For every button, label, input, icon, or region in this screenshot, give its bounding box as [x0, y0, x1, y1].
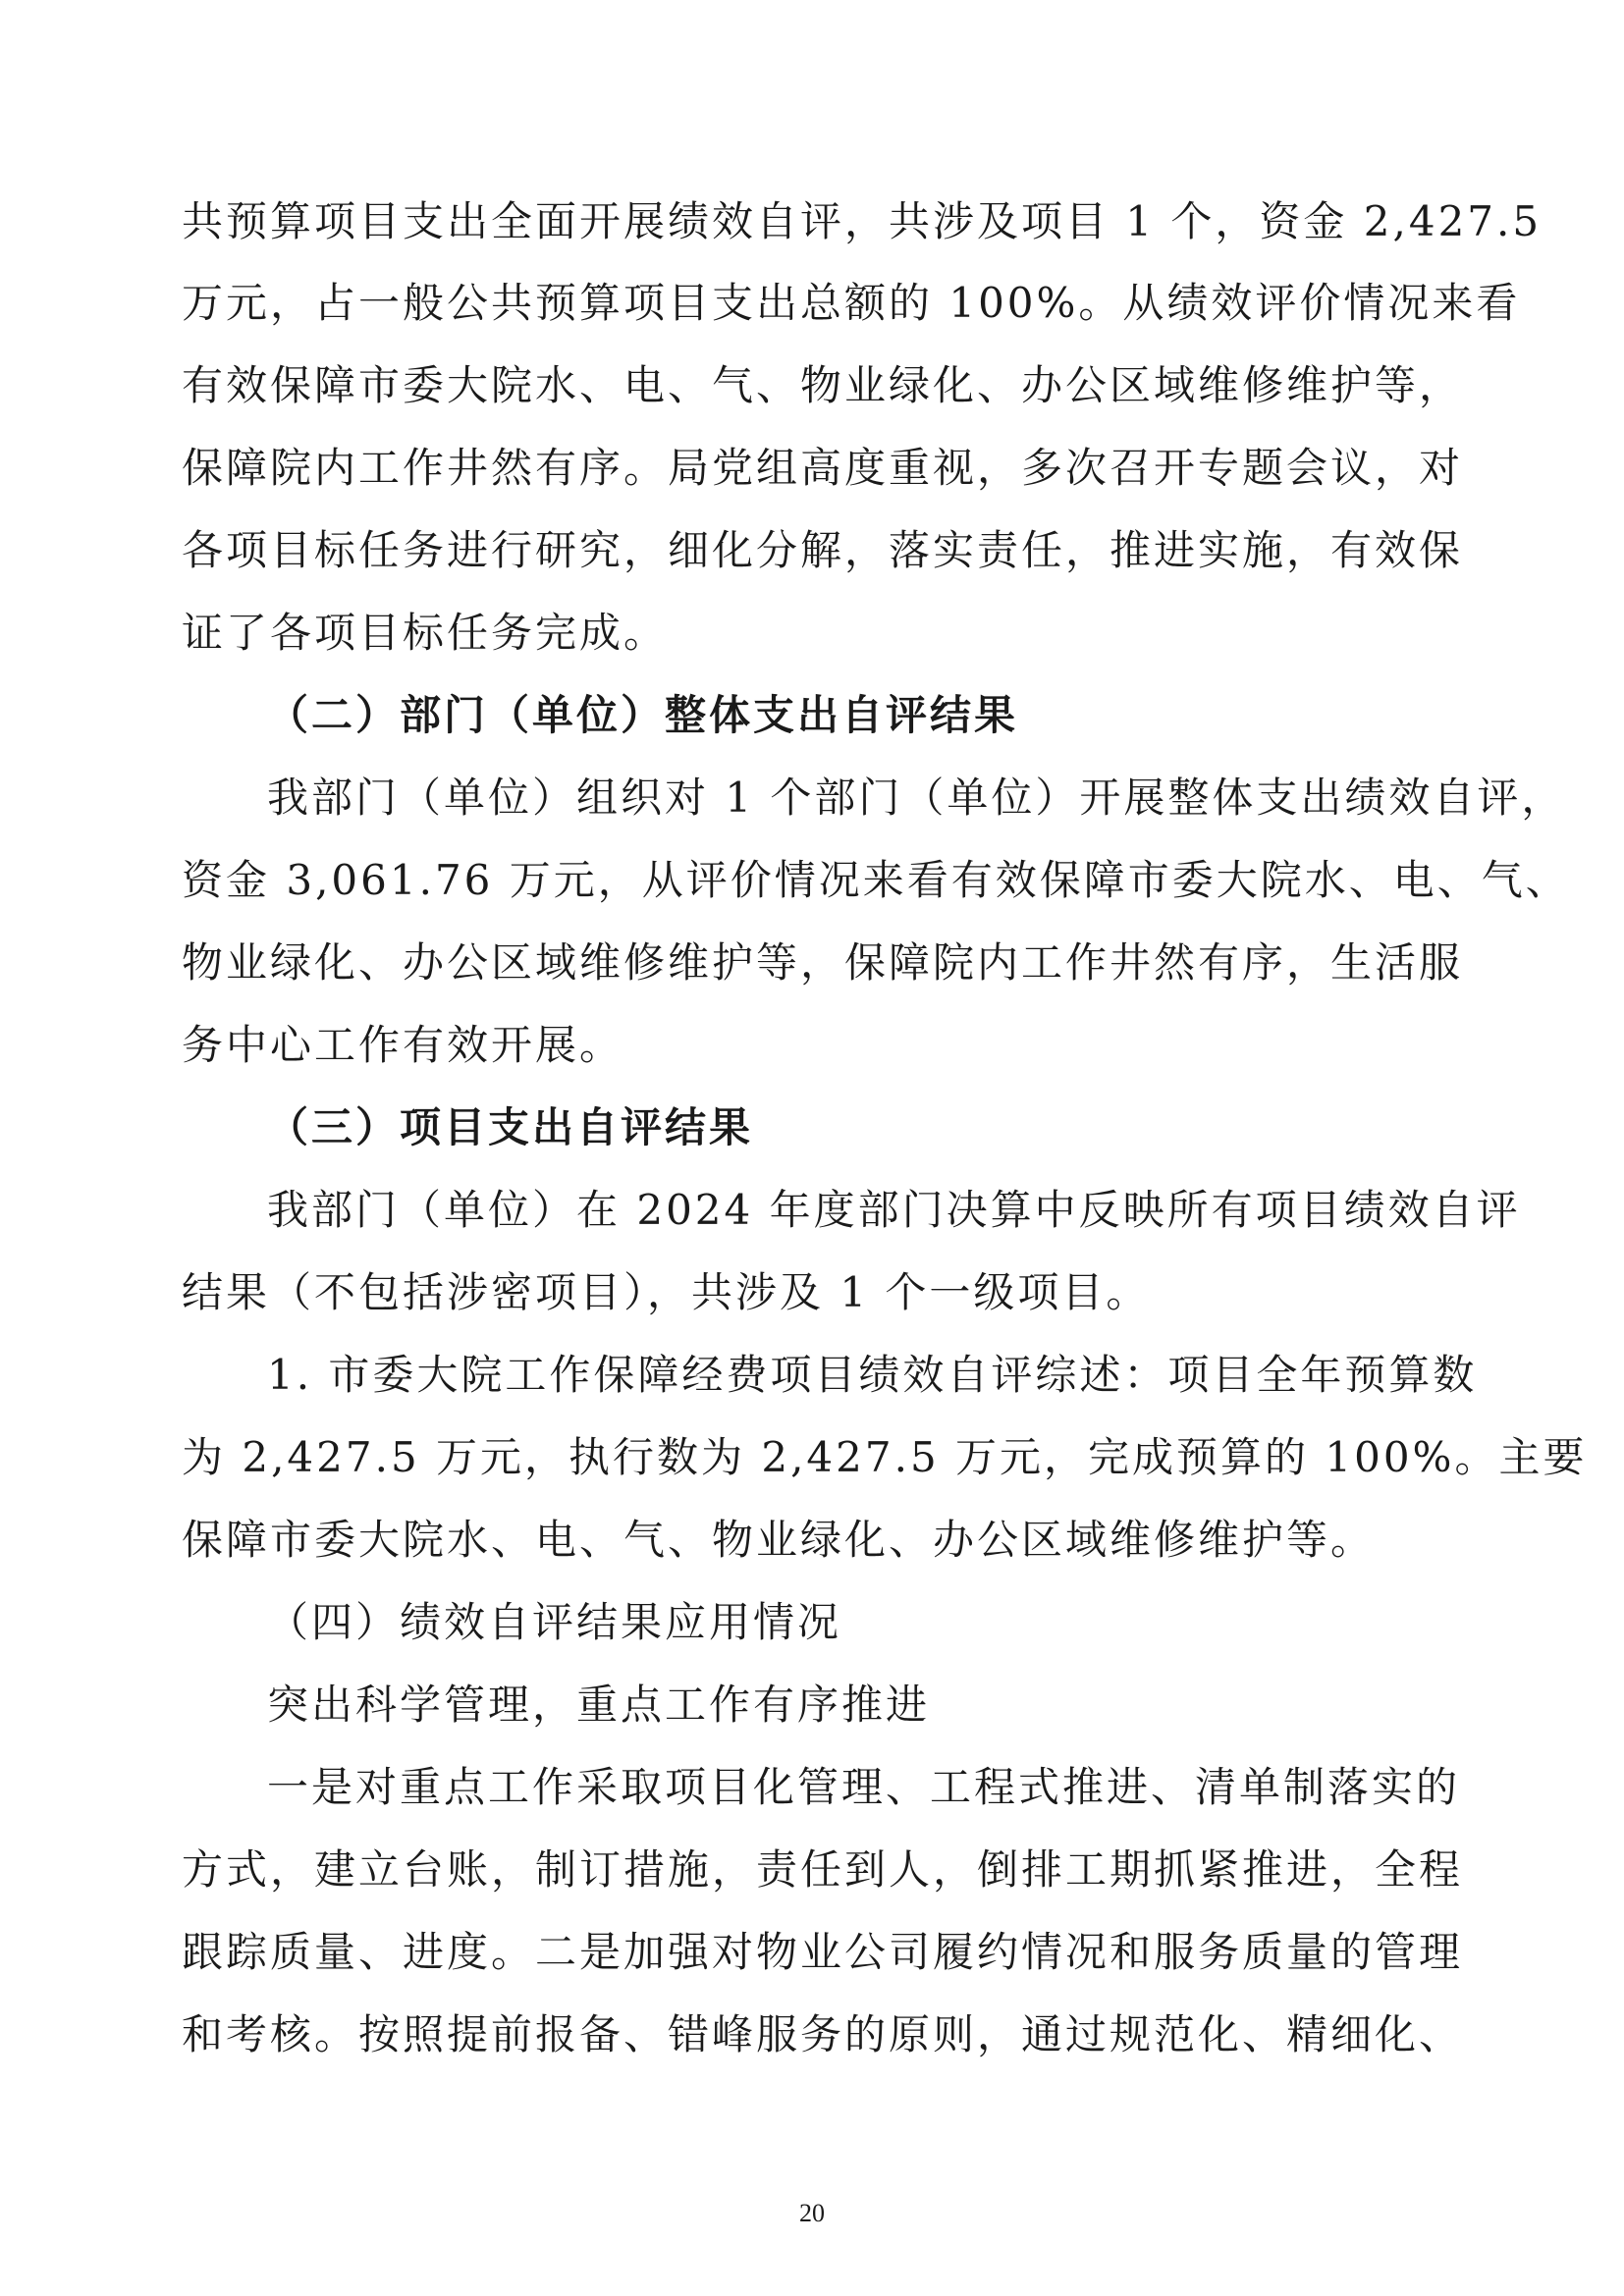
body-text-line: 物业绿化、办公区域维修维护等，保障院内工作井然有序，生活服 [182, 938, 1464, 987]
body-text-line: 证了各项目标任务完成。 [182, 609, 669, 657]
body-text-line: 保障院内工作井然有序。局党组高度重视，多次召开专题会议，对 [182, 444, 1464, 492]
body-text-line: 万元，占一般公共预算项目支出总额的 100%。从绩效评价情况来看 [182, 279, 1521, 327]
body-text-line: 结果（不包括涉密项目），共涉及 1 个一级项目。 [182, 1268, 1151, 1316]
body-text-line: 有效保障市委大院水、电、气、物业绿化、办公区域维修维护等， [182, 361, 1464, 409]
body-text-line: 我部门（单位）组织对 1 个部门（单位）开展整体支出绩效自评， [267, 774, 1566, 822]
body-text-line: 1. 市委大院工作保障经费项目绩效自评综述：项目全年预算数 [267, 1351, 1478, 1399]
body-text-line: 资金 3,061.76 万元，从评价情况来看有效保障市委大院水、电、气、 [182, 856, 1570, 904]
section-heading: （二）部门（单位）整体支出自评结果 [267, 691, 1019, 739]
body-text-line: 和考核。按照提前报备、错峰服务的原则，通过规范化、精细化、 [182, 2010, 1464, 2058]
body-text-line: 各项目标任务进行研究，细化分解，落实责任，推进实施，有效保 [182, 526, 1464, 574]
section-heading: （四）绩效自评结果应用情况 [267, 1598, 842, 1646]
body-text-line: 共预算项目支出全面开展绩效自评，共涉及项目 1 个，资金 2,427.5 [182, 197, 1543, 245]
body-text-line: 务中心工作有效开展。 [182, 1021, 624, 1069]
section-heading: （三）项目支出自评结果 [267, 1103, 754, 1151]
page-number: 20 [799, 2199, 825, 2227]
body-text-line: 保障市委大院水、电、气、物业绿化、办公区域维修维护等。 [182, 1516, 1376, 1564]
body-text-line: 跟踪质量、进度。二是加强对物业公司履约情况和服务质量的管理 [182, 1928, 1464, 1976]
body-text-line: 我部门（单位）在 2024 年度部门决算中反映所有项目绩效自评 [267, 1186, 1521, 1234]
body-text-line: 为 2,427.5 万元，执行数为 2,427.5 万元，完成预算的 100%。主要 [182, 1433, 1588, 1481]
body-text-line: 一是对重点工作采取项目化管理、工程式推进、清单制落实的 [267, 1763, 1461, 1811]
body-text-line: 方式，建立台账，制订措施，责任到人，倒排工期抓紧推进，全程 [182, 1845, 1464, 1894]
subheading-line: 突出科学管理，重点工作有序推进 [267, 1681, 931, 1729]
